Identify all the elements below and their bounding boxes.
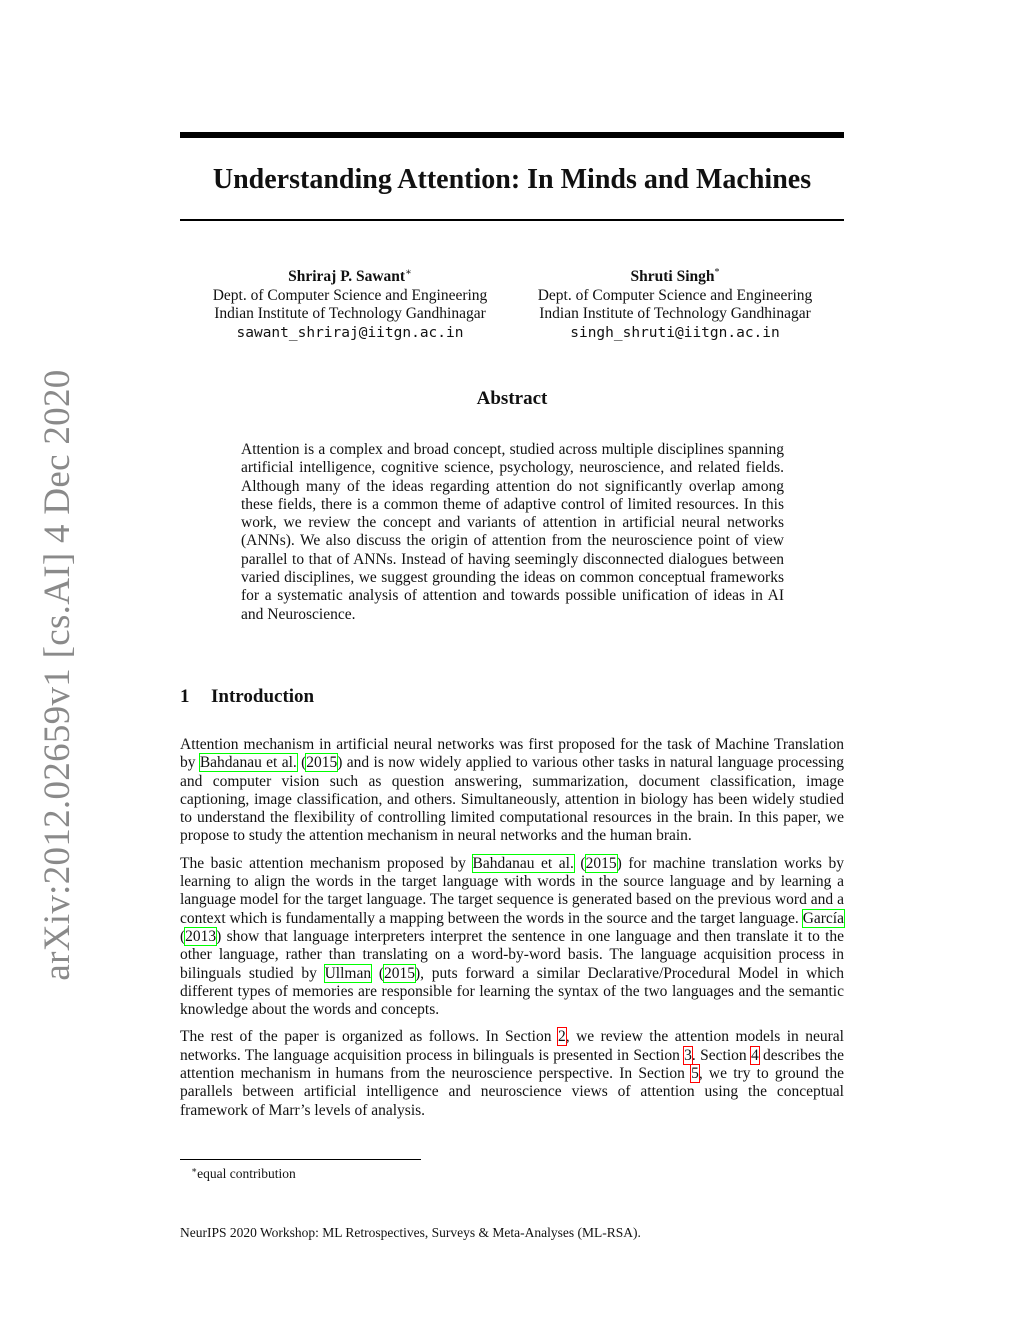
text-run: ) for machine translation works by learning to align the words in the target language with words in the source language and by learning a language model for the target language. The target sequence is generated based on the previous word and a context which is fundamentally a mapping between the words in the source and the target language. <box>180 854 844 927</box>
text-run: The rest of the paper is organized as follows. In Section <box>180 1028 558 1046</box>
citation-link[interactable]: García <box>802 909 844 927</box>
author-block-1 <box>180 264 520 342</box>
text-run: ) show that language interpreters interpret the sentence in one language and then translate it to the other language, rather than translating on a word-by-word basis. The language acquisition process in bilinguals studied by <box>180 927 844 982</box>
section-ref-link[interactable]: 4 <box>750 1046 759 1064</box>
venue-footer: NeurIPS 2020 Workshop: ML Retrospectives, Surveys & Meta-Analyses (ML-RSA). <box>180 1225 641 1240</box>
author-name: Shriraj P. Sawant <box>288 268 406 285</box>
title-rule-top <box>180 132 844 138</box>
citation-year-link[interactable]: 2013 <box>185 927 217 945</box>
arxiv-identifier-stamp: arXiv:2012.02659v1 [cs.AI] 4 Dec 2020 <box>37 369 78 981</box>
text-run: , we review the attention models in neural networks. The language acquisition process in bilinguals is presented in Section <box>180 1028 844 1064</box>
author-department: Dept. of Computer Science and Engineering <box>212 286 488 304</box>
intro-paragraph-2 <box>180 855 844 1020</box>
citation-year-link[interactable]: 2015 <box>384 964 416 982</box>
citation-link[interactable]: Bahdanau et al. <box>199 754 297 772</box>
introduction-body <box>180 736 844 1129</box>
section-heading-introduction <box>180 684 314 710</box>
citation-year-link[interactable]: 2015 <box>585 854 617 872</box>
footnote-text: equal contribution <box>197 1166 296 1181</box>
intro-paragraph-1 <box>180 736 844 846</box>
abstract-heading: Abstract <box>476 388 548 409</box>
abstract-text: Attention is a complex and broad concept, studied across multiple disciplines spanning artificial intelligence, cognitive science, psychology, neuroscience, and related fields. Although many of the ideas regarding attention do not significantly overlap among these fields, there is a common theme of adaptive control of limited resources. In this work, we review the concept and variants of attention in artificial neural networks (ANNs). We also discuss the origin of attention from the neuroscience point of view parallel to that of ANNs. Instead of having seemingly disconnected dialogues between varied disciplines, we suggest grounding the ideas on common conceptual frameworks for a systematic analysis of attention and towards possible unification of ideas in AI and Neuroscience. <box>241 441 784 623</box>
text-run: ) and is now widely applied to various other tasks in natural language processing and computer vision such as question answering, summarization, document classification, image captioning, image classification, and others. Simultaneously, attention in biology has been widely studied to understand the flexibility of controlling limited computational resources in the brain. In this paper, we propose to study the attention mechanism in neural networks and the human brain. <box>180 754 844 845</box>
intro-paragraph-3 <box>180 1028 844 1119</box>
footnote-mark: ∗ <box>191 1165 198 1175</box>
author-block-2 <box>505 264 845 342</box>
author-institute: Indian Institute of Technology Gandhinagar <box>214 305 486 322</box>
text-run: ), puts forward a similar Declarative/Procedural Model in which different types of memories are responsible for learning the syntax of the two languages and the semantic knowledge about the words and concepts. <box>180 964 844 1019</box>
text-run: The basic attention mechanism proposed by <box>180 854 473 872</box>
author-institute: Indian Institute of Technology Gandhinagar <box>539 305 811 322</box>
author-name: Shruti Singh <box>630 268 715 285</box>
author-footnote-mark: * <box>714 267 720 278</box>
section-ref-link[interactable]: 5 <box>691 1065 699 1083</box>
text-run: ( <box>371 964 385 982</box>
author-email[interactable]: sawant_shriraj@iitgn.ac.in <box>236 324 464 341</box>
section-ref-link[interactable]: 3 <box>684 1046 692 1064</box>
paper-title: Understanding Attention: In Minds and Machines <box>212 164 812 195</box>
text-run: Attention mechanism in artificial neural networks was first proposed for the task of Machine Translation by <box>180 736 844 772</box>
text-run: , we try to ground the parallels between artificial intelligence and neuroscience views of attention using the conceptual framework of Marr’s levels of analysis. <box>180 1065 844 1119</box>
section-number: 1 <box>180 686 190 707</box>
citation-year-link[interactable]: 2015 <box>306 754 338 772</box>
footnote-rule <box>180 1159 421 1160</box>
author-department: Dept. of Computer Science and Engineering <box>537 286 813 304</box>
author-name-line <box>505 264 845 287</box>
text-run: . Section <box>691 1046 751 1064</box>
citation-link[interactable]: Ullman <box>324 964 372 982</box>
citation-link[interactable]: Bahdanau et al. <box>472 854 574 872</box>
footnote <box>191 1162 296 1182</box>
section-ref-link[interactable]: 2 <box>557 1028 566 1046</box>
text-run: ( <box>180 927 186 945</box>
section-title: Introduction <box>211 686 315 707</box>
text-run: ( <box>296 754 307 772</box>
author-name-line <box>180 264 520 287</box>
text-run: describes the attention mechanism in humans from the neuroscience perspective. In Section <box>180 1046 845 1083</box>
author-email[interactable]: singh_shruti@iitgn.ac.in <box>570 324 780 341</box>
author-footnote-mark: ∗ <box>405 267 412 278</box>
title-rule-bottom <box>180 219 844 221</box>
text-run: ( <box>573 854 586 872</box>
